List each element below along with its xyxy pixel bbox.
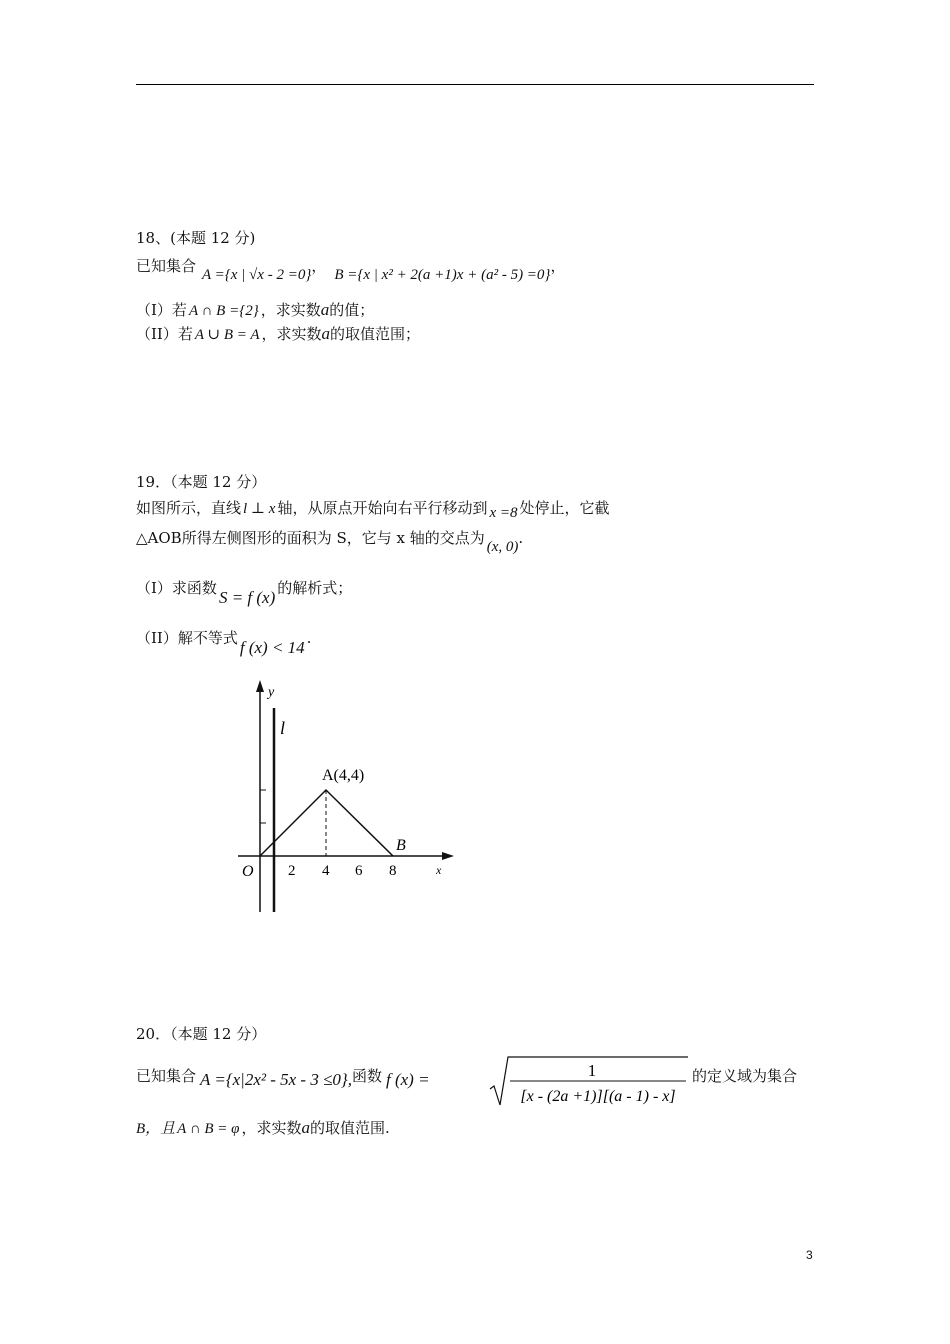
q20-sqrt-fraction xyxy=(488,1055,692,1109)
q18-part2-prefix: （II）若 xyxy=(136,325,193,343)
q18-part2-var: a xyxy=(321,324,331,343)
q19-header: 19．（本题 12 分） xyxy=(136,473,267,491)
tick-label-4: 4 xyxy=(322,863,330,879)
q20-line1 xyxy=(136,1066,430,1089)
q18-part1-end: 的值； xyxy=(329,301,375,319)
q18-part2-end: 的取值范围； xyxy=(330,325,421,343)
x-axis-arrow xyxy=(442,852,454,860)
q19-part2-math: f (x) < 14 xyxy=(239,638,305,657)
q19-part1 xyxy=(136,578,353,607)
header-rule xyxy=(136,84,814,85)
q19-line1-math: l ⊥ x xyxy=(243,501,276,517)
q18-sep2: ， xyxy=(550,257,566,275)
q20-line2-a: B，且 xyxy=(136,1121,176,1137)
q19-line1 xyxy=(136,498,610,519)
q20-func-word: 函数 xyxy=(351,1067,382,1085)
q19-line1-a: 如图所示，直线 xyxy=(136,499,242,517)
q18-intro: 已知集合 xyxy=(136,257,197,275)
point-a-label: A(4,4) xyxy=(322,767,365,784)
q18-part1-suffix: ，求实数 xyxy=(260,301,321,319)
q19-part2-end: . xyxy=(306,629,312,647)
y-axis-arrow xyxy=(256,680,264,692)
q18-sep1: ， xyxy=(311,257,327,275)
q18-part1-cond: A ∩ B ={2} xyxy=(188,303,259,319)
q19-line1-math2: x =8 xyxy=(489,505,518,521)
y-label: y xyxy=(268,685,275,700)
tick-label-8: 8 xyxy=(389,863,397,879)
q19-part1-end: 的解析式； xyxy=(277,579,353,597)
x-label: x xyxy=(436,863,442,877)
q18-statement xyxy=(136,256,566,283)
origin-label: O xyxy=(242,863,254,880)
q20-func-lhs: f (x) = xyxy=(386,1070,430,1089)
page-number: 3 xyxy=(806,1248,813,1262)
q20-intro: 已知集合 xyxy=(136,1067,197,1085)
q18-set-a: A ={x | √x - 2 =0} xyxy=(202,267,312,283)
q18-part2-suffix: ，求实数 xyxy=(261,325,322,343)
q18-set-b: B ={x | x² + 2(a +1)x + (a² - 5) =0} xyxy=(334,267,551,283)
line-label: l xyxy=(280,718,286,738)
q20-line2-var: a xyxy=(301,1118,310,1137)
q20-line2 xyxy=(136,1118,390,1139)
q19-line2-end: . xyxy=(518,529,524,547)
q18-part1-prefix: （I）若 xyxy=(136,301,187,319)
q20-tail: 的定义域为集合 xyxy=(692,1067,798,1085)
q19-part2 xyxy=(136,628,312,657)
triangle-figure xyxy=(228,676,468,921)
q18-part1 xyxy=(136,300,374,321)
q18-part1-var: a xyxy=(320,300,330,319)
q20-line2-b: ，求实数 xyxy=(241,1119,302,1137)
q19-line2 xyxy=(136,528,524,555)
q20-line2-c: 的取值范围. xyxy=(310,1119,390,1137)
fraction-numerator: 1 xyxy=(587,1061,597,1080)
q18-header: 18、(本题 12 分) xyxy=(136,229,256,247)
q20-set-a: A ={x|2x² - 5x - 3 ≤0}, xyxy=(200,1070,352,1089)
q19-line1-c: 处停止，它截 xyxy=(519,499,610,517)
q19-line2-math: (x, 0) xyxy=(486,539,519,555)
q20-header: 20．（本题 12 分） xyxy=(136,1025,267,1043)
q19-part1-prefix: （I）求函数 xyxy=(136,579,217,597)
q18-part2-cond: A ∪ B = A xyxy=(194,327,260,343)
tick-label-2: 2 xyxy=(288,863,296,879)
point-b-label: B xyxy=(396,837,406,854)
q19-part1-math: S = f (x) xyxy=(218,588,276,607)
q19-line1-b: 轴，从原点开始向右平行移动到 xyxy=(277,499,488,517)
q18-part2 xyxy=(136,324,420,345)
q19-line2-a: △AOB所得左侧图形的面积为 S，它与 x 轴的交点为 xyxy=(136,529,485,547)
tick-label-6: 6 xyxy=(355,863,363,879)
q20-line2-math: A ∩ B = φ xyxy=(177,1121,240,1137)
q19-part2-prefix: （II）解不等式 xyxy=(136,629,238,647)
fraction-denominator: [x - (2a +1)][(a - 1) - x] xyxy=(520,1088,676,1105)
